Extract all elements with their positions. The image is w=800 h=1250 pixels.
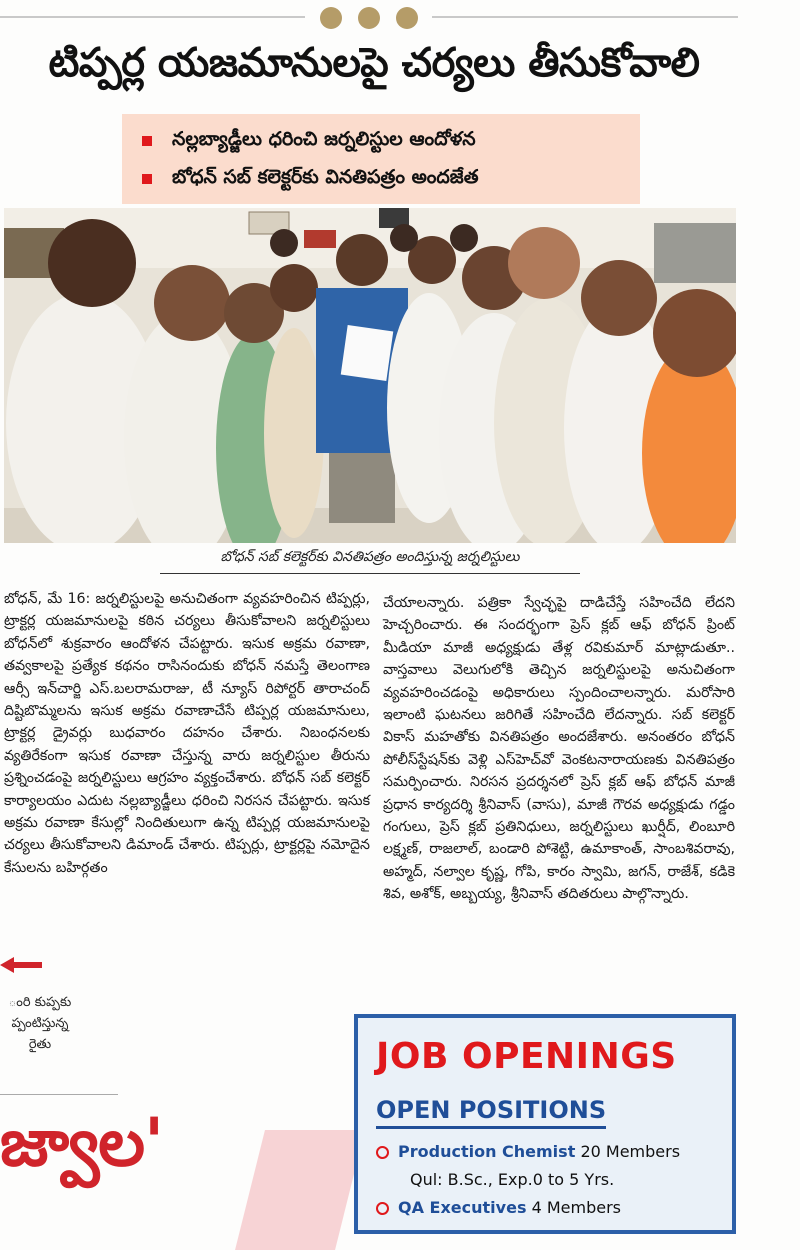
subhead-box: [122, 114, 640, 204]
decorative-shape: [235, 1130, 365, 1250]
caption-rule: [160, 573, 580, 574]
position-count: 20 Members: [580, 1142, 681, 1161]
subhead-2: బోధన్ సబ్ కలెక్టర్‌కు వినతిపత్రం అందజేత: [172, 166, 479, 188]
position-item: [376, 1142, 680, 1161]
article-column-left: [4, 588, 370, 879]
arrow-left-icon: [0, 957, 42, 973]
ornament-dot: [358, 7, 380, 29]
article-body-left: బోధన్, మే 16: జర్నలిస్టులపై అనుచితంగా వ్యవహరించిన టిప్పర్లు, ట్రాక్టర్ల యజమానులపై కఠిన చర్యలు తీసుకోవాలని జర్నలిస్టులు బోధన్‌లో శుక్రవారం ఆందోళన చేపట్టారు. ఇసుక అక్రమ రవాణా, తవ్వకాలపై ప్రత్యేక కథనం రాసినందుకు బోధన్ నమస్తే తెలంగాణ ఆర్సీ ఇన్‌చార్జి ఎస్.బలరామరాజు, టీ న్యూస్ రిపోర్టర్ తారాచంద్ దిష్టిబొమ్మలను ఇసుక అక్రమ రవాణాచేసే టిప్పర్ల యజమానులు, ట్రాక్టర్ల డ్రైవర్లు బుధవారం దహనం చేశారు. నిబంధనలకు వ్యతిరేకంగా ఇసుక రవాణా చేస్తున్న వారు జర్నలిస్టుల తీరును ప్రశ్నించడంపై జర్నలిస్టులు ఆగ్రహం వ్యక్తంచేశారు. బోధన్ సబ్ కలెక్టర్ కార్యాలయం ఎదుట నల్లబ్యాడ్జీలు ధరించి నిరసన చేపట్టారు. ఇసుక అక్రమ రవాణా కేసుల్లో నిందితులుగా ఉన్న టిప్పర్ల యజమానులపై చర్యలు తీసుకోవాలని డిమాండ్ చేశారు. టిప్పర్లు, ట్రాక్టర్లపై నమోదైన కేసులను బహిర్గతం: [4, 591, 370, 876]
position-role: QA Executives: [398, 1198, 527, 1217]
side-photo-caption: ంరి కుప్పకు ప్పంటిస్తున్న రైతు: [8, 995, 72, 1052]
position-role: Production Chemist: [398, 1142, 576, 1161]
side-story-title: జ్వాల': [0, 1104, 164, 1181]
subhead-1: నల్లబ్యాడ్జీలు ధరించి జర్నలిస్టుల ఆందోళన: [172, 128, 476, 150]
ornament-dot: [320, 7, 342, 29]
position-item: [376, 1198, 621, 1217]
bullet-icon: [142, 174, 152, 184]
top-rule-right: [432, 16, 738, 18]
position-qualification: Qul: B.Sc., Exp.0 to 5 Yrs.: [410, 1170, 615, 1189]
headline: టిప్పర్ల యజమానులపై చర్యలు తీసుకోవాలి: [48, 40, 700, 86]
bullet-ring-icon: [376, 1146, 389, 1159]
ad-subtitle: OPEN POSITIONS: [376, 1096, 606, 1129]
journalists-group-photo: [4, 208, 736, 543]
ornament-dot: [396, 7, 418, 29]
photo-caption: బోధన్ సబ్ కలెక్టర్‌కు వినతిపత్రం అందిస్తున్న జర్నలిస్టులు: [220, 549, 520, 565]
bullet-icon: [142, 136, 152, 146]
side-rule: [0, 1094, 118, 1095]
article-column-right: [383, 592, 735, 906]
bullet-ring-icon: [376, 1202, 389, 1215]
top-rule-left: [0, 16, 305, 18]
news-photo: [4, 208, 736, 543]
position-count: 4 Members: [531, 1198, 621, 1217]
job-ad: [354, 1014, 736, 1234]
article-body-right: చేయాలన్నారు. పత్రికా స్వేచ్ఛపై దాడిచేస్తే సహించేది లేదని హెచ్చరించారు. ఈ సందర్భంగా ప్రెస్ క్లబ్ ఆఫ్ బోధన్ ప్రింట్ మీడియా మాజీ అధ్యక్షుడు తేళ్ల రవికుమార్ మాట్లాడుతూ.. వాస్తవాలు వెలుగులోకి తెచ్చిన జర్నలిస్టులపై అనుచితంగా వ్యవహరించడంపై అధికారులు స్పందించాలన్నారు. మరోసారి ఇలాంటి ఘటనలు జరిగితే సహించేది లేదన్నారు. సబ్ కలెక్టర్ వికాస్ మహతోకు వినతిపత్రం అందజేశారు. అనంతరం బోధన్ పోలీస్‌స్టేషన్‌కు వెళ్లి ఎస్‌హెచ్‌వో వెంకటనారాయణకు వినతిపత్రం సమర్పించారు. నిరసన ప్రదర్శనలో ప్రెస్ క్లబ్ ఆఫ్ బోధన్ మాజీ ప్రధాన కార్యదర్శి శ్రీనివాస్ (వాసు), మాజీ గౌరవ అధ్యక్షుడు గడ్డం గంగులు, ప్రెస్ క్లబ్ ప్రతినిధులు, జర్నలిస్టులు ఖుర్షీద్, లింబూరి లక్ష్మణ్, రాజలాల్, బండారి పోశెట్టి, ఉమాకాంత్, సాంబశివరావు, అహ్మద్, నల్వాల కృష్ణ, గోపి, కారం స్వామి, జగన్, రాజేశ్, కడికె శివ, అశోక్, అబ్బయ్య, శ్రీనివాస్ తదితరులు పాల్గొన్నారు.: [383, 595, 735, 903]
ad-title: JOB OPENINGS: [376, 1036, 677, 1077]
